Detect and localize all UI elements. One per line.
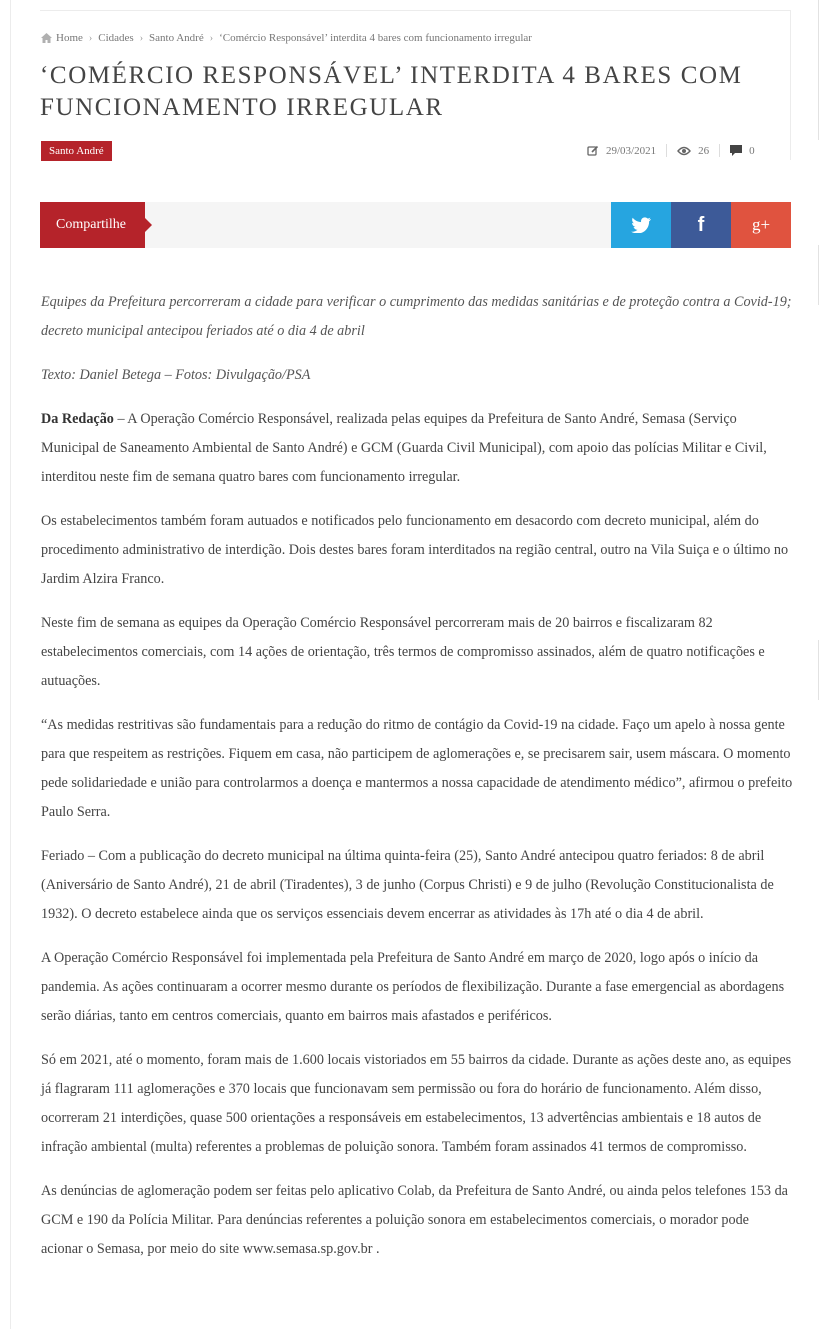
meta-divider <box>666 144 667 157</box>
article-lead: Equipes da Prefeitura percorreram a cidade para verificar o cumprimento das medidas sanitárias e de proteção contra a Covid-19; decreto municipal antecipou feriados até o dia 4 de abril <box>41 294 792 339</box>
edit-date-icon <box>587 145 599 157</box>
comment-icon <box>730 145 742 156</box>
page-left-border <box>10 0 11 1329</box>
post-meta <box>587 144 755 157</box>
google-plus-icon: g+ <box>751 215 771 234</box>
article-paragraph: Neste fim de semana as equipes da Operação Comércio Responsável percorreram mais de 20 bairros e fiscalizaram 82 estabelecimentos comerciais, com 14 ações de orientação, três termos de compromisso assinados, além de quatro notificações e autuações. <box>41 615 765 689</box>
meta-divider <box>719 144 720 157</box>
share-google-plus-button[interactable] <box>731 202 791 248</box>
article-paragraph: Só em 2021, até o momento, foram mais de 1.600 locais vistoriados em 55 bairros da cidade. Durante as ações deste ano, as equipes já flagraram 111 aglomerações e 370 locais que funcionavam sem permissão ou fora do horário de funcionamento. Além disso, ocorreram 21 interdições, quase 500 orientações a responsáveis em estabelecimentos, 13 advertências ambientais e 18 autos de infração ambiental (multa) referentes a problemas de poluição sonora. Também foram assinados 41 termos de compromisso. <box>41 1052 792 1155</box>
breadcrumb-cidades[interactable]: Cidades <box>98 32 134 44</box>
share-facebook-button[interactable] <box>671 202 731 248</box>
article-paragraph-text: – A Operação Comércio Responsável, realizada pelas equipes da Prefeitura de Santo André, Semasa (Serviço Municipal de Saneamento Ambiental de Santo André) e GCM (Guarda Civil Municipal), com apoio das polícias Militar e Civil, interditou neste fim de semana quatro bares com funcionamento irregular. <box>41 411 767 485</box>
breadcrumb-santo-andre[interactable]: Santo André <box>149 32 204 44</box>
post-comments[interactable] <box>730 145 755 157</box>
article-paragraph: Os estabelecimentos também foram autuados e notificados pelo funcionamento em desacordo com decreto municipal, além do procedimento administrativo de interdição. Dois destes bares foram interditados na região central, outro na Vila Suiça e o último no Jardim Alzira Franco. <box>41 513 789 587</box>
eye-icon <box>677 146 691 156</box>
article-paragraph: Feriado – Com a publicação do decreto municipal na última quinta-feira (25), Santo André antecipou quatro feriados: 8 de abril (Aniversário de Santo André), 21 de abril (Tiradentes), 3 de junho (Corpus Christi) e 9 de julho (Revolução Constitucionalista de 1932). O decreto estabelece ainda que os serviços essenciais devem encerrar as atividades às 17h até o dia 4 de abril. <box>41 848 774 922</box>
twitter-icon <box>631 217 651 233</box>
article-paragraph <box>41 405 793 492</box>
article-paragraph: A Operação Comércio Responsável foi implementada pela Prefeitura de Santo André em março de 2020, logo após o início da pandemia. As ações continuaram a ocorrer mesmo durante os períodos de flexibilização. Durante a fase emergencial as abordagens serão diárias, tanto em centros comerciais, quanto em bairros mais afastados e periféricos. <box>41 950 785 1024</box>
home-icon <box>41 33 52 43</box>
top-rule <box>40 10 791 11</box>
header-right-border <box>790 10 791 160</box>
share-label: Compartilhe <box>40 202 145 248</box>
breadcrumb <box>41 32 532 44</box>
article-byline: Da Redação <box>41 411 114 427</box>
facebook-icon: f <box>697 213 705 236</box>
breadcrumb-separator: › <box>139 32 144 44</box>
post-date <box>587 145 656 157</box>
breadcrumb-current: ‘Comércio Responsável’ interdita 4 bares com funcionamento irregular <box>219 32 532 44</box>
post-views-count: 26 <box>698 144 710 157</box>
post-date-text: 29/03/2021 <box>606 144 657 157</box>
breadcrumb-home[interactable]: Home <box>56 32 83 44</box>
article-paragraph: “As medidas restritivas são fundamentais para a redução do ritmo de contágio da Covid-19 na cidade. Faço um apelo à nossa gente para que respeitem as restrições. Fiquem em casa, não participem de aglomerações e, se precisarem sair, usem máscara. O momento pede solidariedade e união para controlarmos a doença e mantermos a nossa capacidade de atendimento médico”, afirmou o prefeito Paulo Serra. <box>41 717 793 820</box>
article-body <box>41 288 793 1279</box>
share-bar <box>40 202 791 248</box>
breadcrumb-separator: › <box>209 32 214 44</box>
post-views <box>677 145 709 157</box>
scroll-edge-marks <box>818 0 822 1329</box>
category-badge[interactable]: Santo André <box>41 141 112 161</box>
article-paragraph: As denúncias de aglomeração podem ser feitas pelo aplicativo Colab, da Prefeitura de Santo André, ou ainda pelos telefones 153 da GCM e 190 da Polícia Militar. Para denúncias referentes a poluição sonora em estabelecimentos comerciais, o morador pode acionar o Semasa, por meio do site www.semasa.sp.gov.br . <box>41 1183 788 1257</box>
share-twitter-button[interactable] <box>611 202 671 248</box>
article-credit: Texto: Daniel Betega – Fotos: Divulgação/PSA <box>41 367 311 383</box>
breadcrumb-separator: › <box>88 32 93 44</box>
post-comments-count: 0 <box>749 144 755 157</box>
page-title: ‘COMÉRCIO RESPONSÁVEL’ INTERDITA 4 BARES COM FUNCIONAMENTO IRREGULAR <box>40 62 743 121</box>
